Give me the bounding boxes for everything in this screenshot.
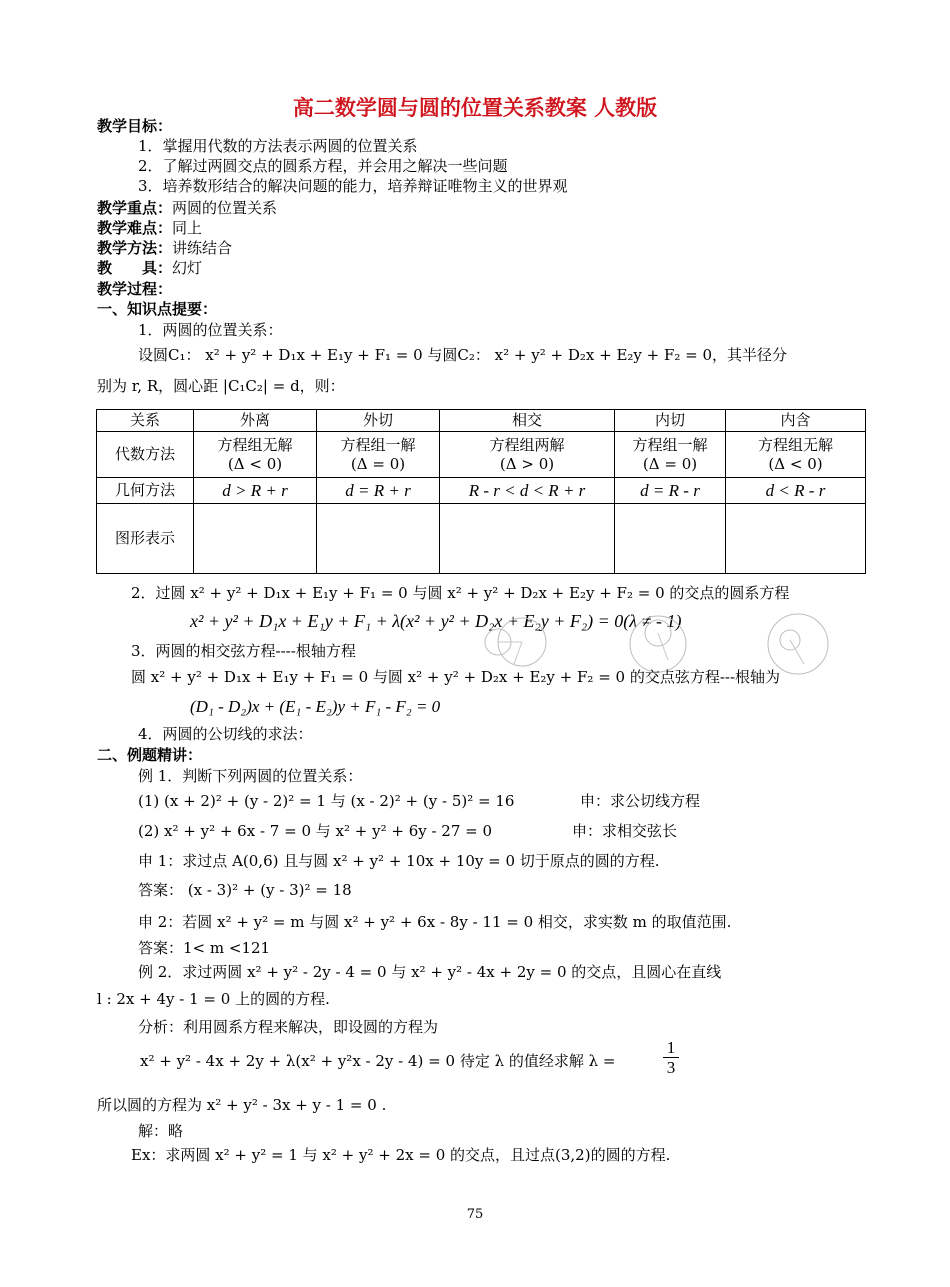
header-cell: 外切 xyxy=(317,410,440,432)
table-cell: d = R - r xyxy=(615,478,726,504)
table-cell: 方程组无解 (Δ < 0) xyxy=(194,432,317,478)
example1-b: (2) x² + y² + 6x - 7 = 0 与 x² + y² + 6y - 27 = 0 xyxy=(138,822,493,840)
figure-cell xyxy=(440,504,615,574)
goals-label: 教学目标： xyxy=(97,117,173,135)
section1-heading: 一、知识点提要： xyxy=(97,300,218,318)
item3-formula: (D₁ - D₂)x + (E₁ - E₂)y + F₁ - F₂ = 0 xyxy=(190,697,441,716)
example1-a-extra: 申：求公切线方程 xyxy=(580,792,701,810)
table-cell: 方程组一解 (Δ = 0) xyxy=(615,432,726,478)
header-cell: 内切 xyxy=(615,410,726,432)
table-row xyxy=(97,432,866,478)
tools-value: 幻灯 xyxy=(172,259,203,277)
item1: 1．两圆的位置关系： xyxy=(138,321,283,339)
table-cell: R - r < d < R + r xyxy=(440,478,615,504)
example2-line1: 例 2．求过两圆 x² + y² - 2y - 4 = 0 与 x² + y² - 4x + 2y = 0 的交点，且圆心在直线 xyxy=(138,963,722,981)
extension1: 申 1：求过点 A(0,6) 且与圆 x² + y² + 10x + 10y = 0 切于原点的圆的方程. xyxy=(138,852,660,870)
table-cell: d < R - r xyxy=(726,478,866,504)
table-cell: d > R + r xyxy=(194,478,317,504)
table-cell: 方程组无解 (Δ < 0) xyxy=(726,432,866,478)
document-title: 高二数学圆与圆的位置关系教案 人教版 xyxy=(292,96,658,120)
example2-line2: l : 2x + 4y - 1 = 0 上的圆的方程. xyxy=(97,990,330,1008)
section2-heading: 二、例题精讲： xyxy=(97,746,203,764)
difficulty-label: 教学难点： xyxy=(97,219,173,237)
fraction-numerator: 1 xyxy=(666,1038,676,1057)
tools-label: 教 具： xyxy=(97,259,173,277)
method-row xyxy=(97,238,232,258)
setup-line1: 设圆C₁： x² + y² + D₁x + E₁y + F₁ = 0 与圆C₂： x² + y² + D₂x + E₂y + F₂ = 0，其半径分 xyxy=(138,346,788,364)
item4: 4．两圆的公切线的求法： xyxy=(138,725,313,743)
item2: 2．过圆 x² + y² + D₁x + E₁y + F₁ = 0 与圆 x² + y² + D₂x + E₂y + F₂ = 0 的交点的圆系方程 xyxy=(131,584,790,602)
tools-row xyxy=(97,258,202,278)
extension2: 申 2：若圆 x² + y² = m 与圆 x² + y² + 6x - 8y - 11 = 0 相交，求实数 m 的取值范围. xyxy=(138,913,732,931)
header-cell: 相交 xyxy=(440,410,615,432)
result: 所以圆的方程为 x² + y² - 3x + y - 1 = 0 . xyxy=(97,1096,387,1114)
circle-sketch-intersecting xyxy=(470,612,560,674)
figure-cell xyxy=(194,504,317,574)
item2-formula: x² + y² + D₁x + E₁y + F₁ + λ(x² + y² + D₂x + E₂y + F₂) = 0(λ ≠ - 1) xyxy=(190,611,682,631)
key-point-value: 两圆的位置关系 xyxy=(172,199,278,217)
setup-line2: 别为 r, R，圆心距 |C₁C₂| = d，则： xyxy=(97,377,345,395)
table-cell: 方程组两解 (Δ > 0) xyxy=(440,432,615,478)
figure-cell xyxy=(726,504,866,574)
fraction xyxy=(663,1038,679,1077)
header-cell: 内含 xyxy=(726,410,866,432)
example1-b-extra: 申：求相交弦长 xyxy=(572,822,678,840)
table-cell: d = R + r xyxy=(317,478,440,504)
row-label: 代数方法 xyxy=(97,432,194,478)
key-point-label: 教学重点： xyxy=(97,199,173,217)
analysis-formula: x² + y² - 4x + 2y + λ(x² + y²x - 2y - 4) = 0 待定 λ 的值经求解 λ = xyxy=(140,1052,616,1070)
figure-cell xyxy=(615,504,726,574)
page-number: 75 xyxy=(466,1207,484,1222)
goal-item: 1．掌握用代数的方法表示两圆的位置关系 xyxy=(138,137,418,155)
header-cell: 关系 xyxy=(97,410,194,432)
table-row xyxy=(97,478,866,504)
method-value: 讲练结合 xyxy=(172,239,233,257)
item3-line: 圆 x² + y² + D₁x + E₁y + F₁ = 0 与圆 x² + y² + D₂x + E₂y + F₂ = 0 的交点弦方程---根轴为 xyxy=(131,668,781,686)
method-label: 教学方法： xyxy=(97,239,173,257)
solution: 解：略 xyxy=(138,1122,184,1140)
process-label: 教学过程： xyxy=(97,280,173,298)
difficulty-value: 同上 xyxy=(172,219,203,237)
row-label: 几何方法 xyxy=(97,478,194,504)
example1-a: (1) (x + 2)² + (y - 2)² = 1 与 (x - 2)² + (y - 5)² = 16 xyxy=(138,792,515,810)
goal-item: 2．了解过两圆交点的圆系方程，并会用之解决一些问题 xyxy=(138,157,508,175)
analysis: 分析：利用圆系方程来解决，即设圆的方程为 xyxy=(138,1018,439,1036)
fraction-denominator: 3 xyxy=(663,1057,679,1077)
example1: 例 1．判断下列两圆的位置关系： xyxy=(138,767,363,785)
difficulty-row xyxy=(97,218,202,238)
figure-cell xyxy=(317,504,440,574)
answer1: 答案： (x - 3)² + (y - 3)² = 18 xyxy=(138,881,352,899)
table-header-row xyxy=(97,410,866,432)
answer2: 答案：1< m <121 xyxy=(138,939,271,957)
exercise: Ex：求两圆 x² + y² = 1 与 x² + y² + 2x = 0 的交点，且过点(3,2)的圆的方程. xyxy=(131,1146,671,1164)
goal-item: 3．培养数形结合的解决问题的能力，培养辩证唯物主义的世界观 xyxy=(138,177,568,195)
header-cell: 外离 xyxy=(194,410,317,432)
table-cell: 方程组一解 (Δ = 0) xyxy=(317,432,440,478)
key-point-row xyxy=(97,198,277,218)
relation-table xyxy=(96,409,866,574)
table-row xyxy=(97,504,866,574)
item3: 3．两圆的相交弦方程----根轴方程 xyxy=(131,642,356,660)
row-label: 图形表示 xyxy=(97,504,194,574)
